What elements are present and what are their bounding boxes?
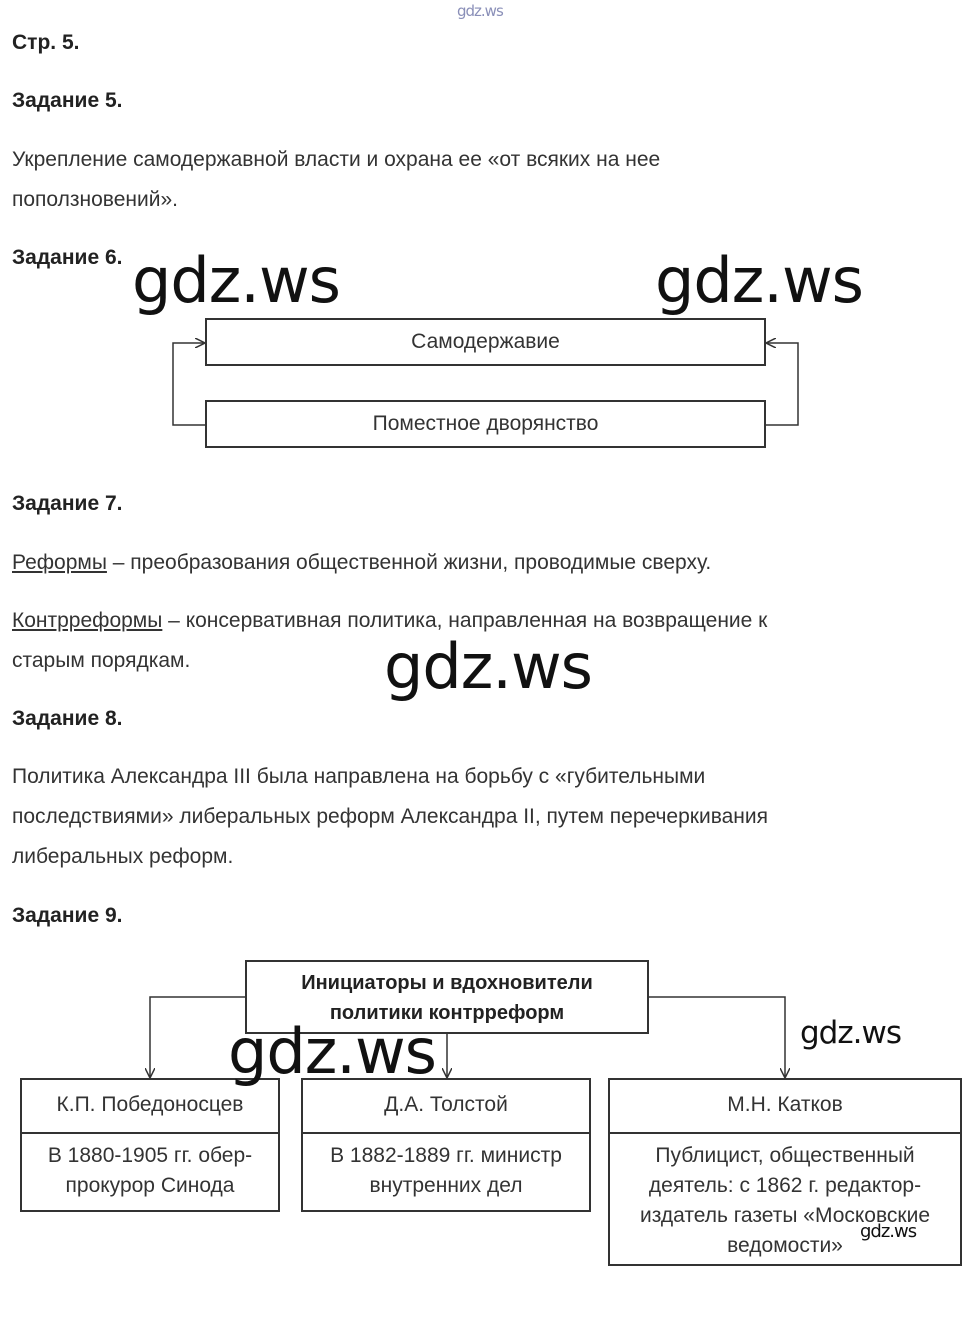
task5-heading: Задание 5. bbox=[12, 89, 123, 112]
task6-heading: Задание 6. bbox=[12, 246, 123, 269]
box-nobility-label: Поместное дворянство bbox=[372, 412, 599, 435]
person-desc-line: издатель газеты «Московские bbox=[639, 1204, 931, 1227]
watermark-6: gdz.ws bbox=[860, 1221, 917, 1242]
task8-heading: Задание 8. bbox=[12, 707, 123, 730]
person-desc-line: В 1882-1889 гг. министр bbox=[330, 1144, 562, 1167]
task8-text-line1: Политика Александра III была направлена на борьбу с «губительными bbox=[12, 765, 706, 788]
term-reforms: Реформы bbox=[12, 551, 107, 574]
task8-text-line3: либеральных реформ. bbox=[12, 845, 234, 868]
arrow-to-katkov bbox=[649, 997, 785, 1077]
loop-arrow-right bbox=[765, 343, 798, 425]
task7-reforms-line bbox=[12, 543, 711, 583]
box-autocracy bbox=[205, 318, 766, 366]
person-desc-line: деятель: с 1862 г. редактор- bbox=[648, 1174, 922, 1197]
person-desc-line: Публицист, общественный bbox=[655, 1144, 915, 1167]
person-name-label: М.Н. Катков bbox=[727, 1093, 843, 1116]
root-box-line1: Инициаторы и вдохновители bbox=[301, 972, 593, 994]
watermark-5: gdz.ws bbox=[800, 1015, 901, 1051]
root-box-line2: политики контрреформ bbox=[329, 1002, 565, 1024]
task7-heading: Задание 7. bbox=[12, 492, 123, 515]
def-reforms: – преобразования общественной жизни, проводимые сверху. bbox=[106, 551, 712, 574]
person-desc-katkov bbox=[608, 1132, 962, 1266]
task8-text-line2: последствиями» либеральных реформ Александра II, путем перечеркивания bbox=[12, 805, 768, 828]
box-nobility bbox=[205, 400, 766, 448]
person-name-katkov bbox=[608, 1078, 962, 1134]
watermark-3: gdz.ws bbox=[384, 630, 592, 703]
def-counterreforms: – консервативная политика, направленная на возвращение к bbox=[162, 609, 768, 632]
person-desc-line: прокурор Синода bbox=[65, 1174, 235, 1197]
task7-counter-line2: старым порядкам. bbox=[12, 649, 191, 672]
person-name-label: Д.А. Толстой bbox=[384, 1093, 508, 1116]
box-autocracy-label: Самодержавие bbox=[411, 330, 560, 353]
person-desc-line: В 1880-1905 гг. обер- bbox=[47, 1144, 253, 1167]
page-heading: Стр. 5. bbox=[12, 31, 80, 54]
person-desc-line: ведомости» bbox=[727, 1234, 843, 1257]
person-name-label: К.П. Победоносцев bbox=[56, 1093, 244, 1116]
watermark-top: gdz.ws bbox=[457, 2, 503, 20]
task9-heading: Задание 9. bbox=[12, 904, 123, 927]
task5-text-line1: Укрепление самодержавной власти и охрана ее «от всяких на нее bbox=[12, 148, 661, 171]
watermark-4: gdz.ws bbox=[228, 1015, 436, 1088]
watermark-1: gdz.ws bbox=[132, 244, 340, 317]
person-desc-pobedonostsev bbox=[20, 1132, 280, 1212]
person-desc-tolstoy bbox=[301, 1132, 591, 1212]
term-counterreforms: Контрреформы bbox=[12, 609, 163, 632]
watermark-2: gdz.ws bbox=[655, 244, 863, 317]
loop-arrow-left bbox=[173, 343, 206, 425]
task5-text-line2: поползновений». bbox=[12, 188, 178, 211]
person-desc-line: внутренних дел bbox=[369, 1174, 523, 1197]
